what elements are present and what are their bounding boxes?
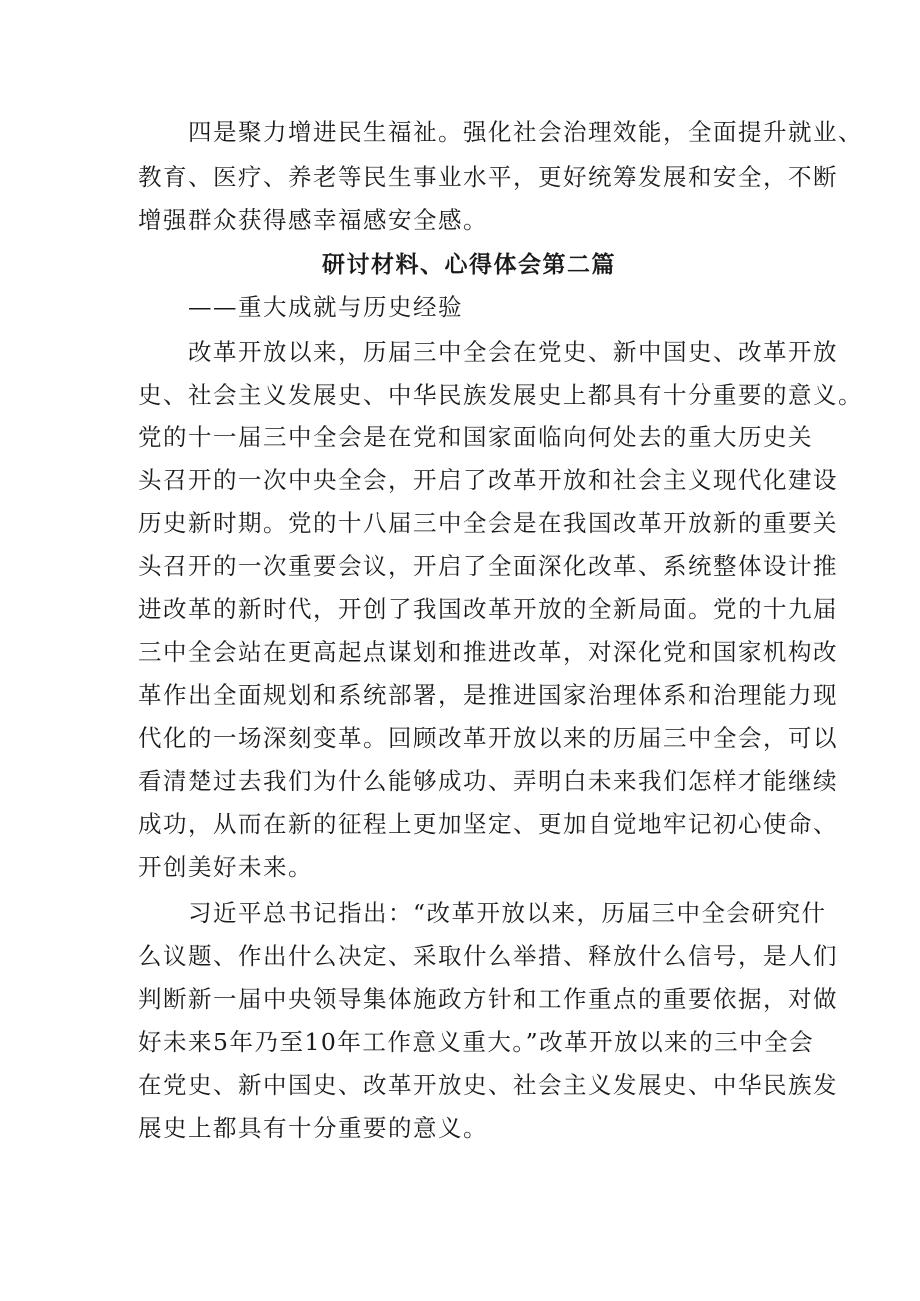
text-line: 看清楚过去我们为什么能够成功、弄明白未来我们怎样才能继续 <box>138 767 838 795</box>
text-line: 习近平总书记指出：“改革开放以来，历届三中全会研究什 <box>188 899 827 927</box>
text-line: 展史上都具有十分重要的意义。 <box>138 1114 488 1142</box>
text-line: 进改革的新时代，开创了我国改革开放的全新局面。党的十九届 <box>138 595 838 623</box>
text-line: 头召开的一次中央全会，开启了改革开放和社会主义现代化建设 <box>138 466 838 494</box>
text-line: 党的十一届三中全会是在党和国家面临向何处去的重大历史关 <box>138 423 813 451</box>
text-line: 判断新一届中央领导集体施政方针和工作重点的重要依据，对做 <box>138 985 838 1013</box>
text-line: 成功，从而在新的征程上更加坚定、更加自觉地牢记初心使命、 <box>138 810 838 838</box>
section-subtitle: ——重大成就与历史经验 <box>188 293 463 321</box>
text-line: 么议题、作出什么决定、采取什么举措、释放什么信号，是人们 <box>138 942 838 970</box>
text-line: 头召开的一次重要会议，开启了全面深化改革、系统整体设计推 <box>138 552 838 580</box>
text-line: 史、社会主义发展史、中华民族发展史上都具有十分重要的意义。 <box>138 381 863 409</box>
text-line: 教育、医疗、养老等民生事业水平，更好统筹发展和安全，不断 <box>138 163 838 191</box>
section-title: 研讨材料、心得体会第二篇 <box>322 251 616 278</box>
text-line: 增强群众获得感幸福感安全感。 <box>138 206 488 234</box>
text-line: 开创美好未来。 <box>138 853 313 881</box>
text-line: 好未来5年乃至10年工作意义重大。”改革开放以来的三中全会 <box>138 1028 815 1056</box>
text-line: 历史新时期。党的十八届三中全会是在我国改革开放新的重要关 <box>138 509 838 537</box>
text-line: 四是聚力增进民生福祉。强化社会治理效能，全面提升就业、 <box>188 118 863 146</box>
text-line: 革作出全面规划和系统部署，是推进国家治理体系和治理能力现 <box>138 681 838 709</box>
text-line: 三中全会站在更高起点谋划和推进改革，对深化党和国家机构改 <box>138 638 838 666</box>
text-line: 在党史、新中国史、改革开放史、社会主义发展史、中华民族发 <box>138 1071 838 1099</box>
text-line: 改革开放以来，历届三中全会在党史、新中国史、改革开放 <box>188 338 838 366</box>
text-line: 代化的一场深刻变革。回顾改革开放以来的历届三中全会，可以 <box>138 724 838 752</box>
